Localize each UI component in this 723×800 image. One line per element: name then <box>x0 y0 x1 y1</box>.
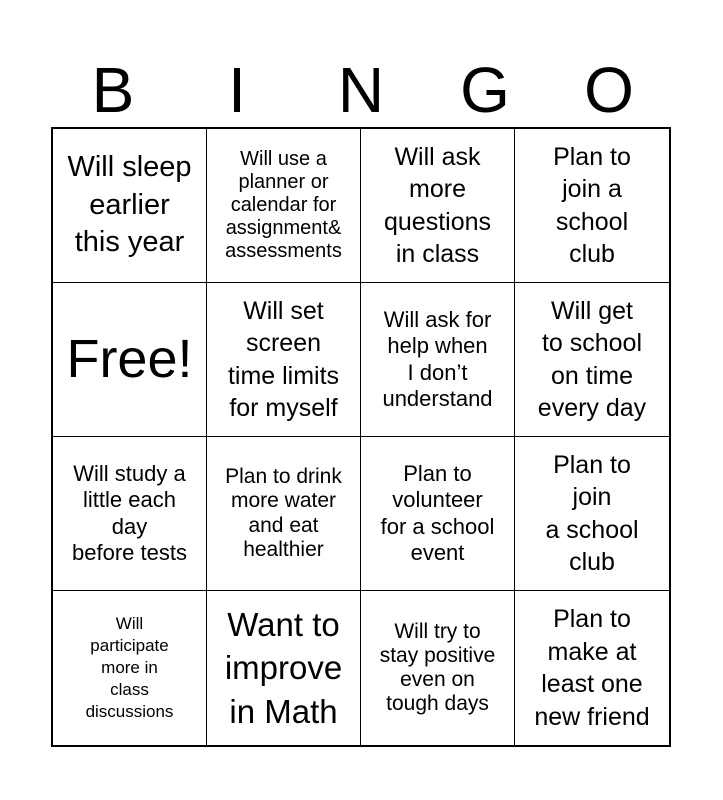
cell-text: Will get to school on time every day <box>537 296 647 422</box>
bingo-cell[interactable] <box>207 437 361 591</box>
cell-text: Will use a planner or calendar for assignment& assessments <box>225 148 342 262</box>
bingo-cell[interactable] <box>515 129 669 283</box>
header-letter-b: B <box>91 54 135 126</box>
cell-text: Plan to volunteer for a school event <box>380 460 495 565</box>
bingo-cell[interactable] <box>361 591 515 745</box>
bingo-cell[interactable] <box>515 437 669 591</box>
bingo-cell[interactable] <box>53 591 207 745</box>
bingo-cell[interactable] <box>515 283 669 437</box>
bingo-header <box>51 52 671 128</box>
cell-text: Will study a little each day before tests <box>72 460 187 565</box>
bingo-cell[interactable] <box>361 129 515 283</box>
cell-text: Want to improve in Math <box>224 605 343 730</box>
bingo-cell[interactable] <box>361 283 515 437</box>
cell-text: Plan to make at least one new friend <box>534 605 650 731</box>
cell-text: Will ask more questions in class <box>383 142 492 268</box>
bingo-cell[interactable] <box>53 129 207 283</box>
cell-text: Will sleep earlier this year <box>67 150 192 259</box>
header-letter-o: O <box>584 54 634 126</box>
cell-text: Plan to join a school club <box>553 142 631 268</box>
cell-text: Plan to join a school club <box>545 450 639 576</box>
cell-text: Will ask for help when I don’t understand <box>382 306 493 411</box>
bingo-cell[interactable] <box>207 283 361 437</box>
bingo-cell[interactable] <box>207 591 361 745</box>
header-letter-g: G <box>460 54 510 126</box>
bingo-grid <box>51 127 671 747</box>
cell-text: Will participate more in class discussions <box>85 613 174 722</box>
bingo-cell[interactable] <box>207 129 361 283</box>
bingo-cell[interactable] <box>515 591 669 745</box>
header-letter-n: N <box>337 54 385 126</box>
cell-text: Plan to drink more water and eat healthier <box>225 465 342 561</box>
bingo-cell[interactable] <box>361 437 515 591</box>
header-letter-i: I <box>228 54 246 126</box>
cell-text: Will try to stay positive even on tough days <box>379 619 496 716</box>
free-space-text: Free! <box>66 329 193 390</box>
bingo-cell[interactable] <box>53 437 207 591</box>
cell-text: Will set screen time limits for myself <box>227 296 340 422</box>
free-space-cell[interactable] <box>53 283 207 437</box>
